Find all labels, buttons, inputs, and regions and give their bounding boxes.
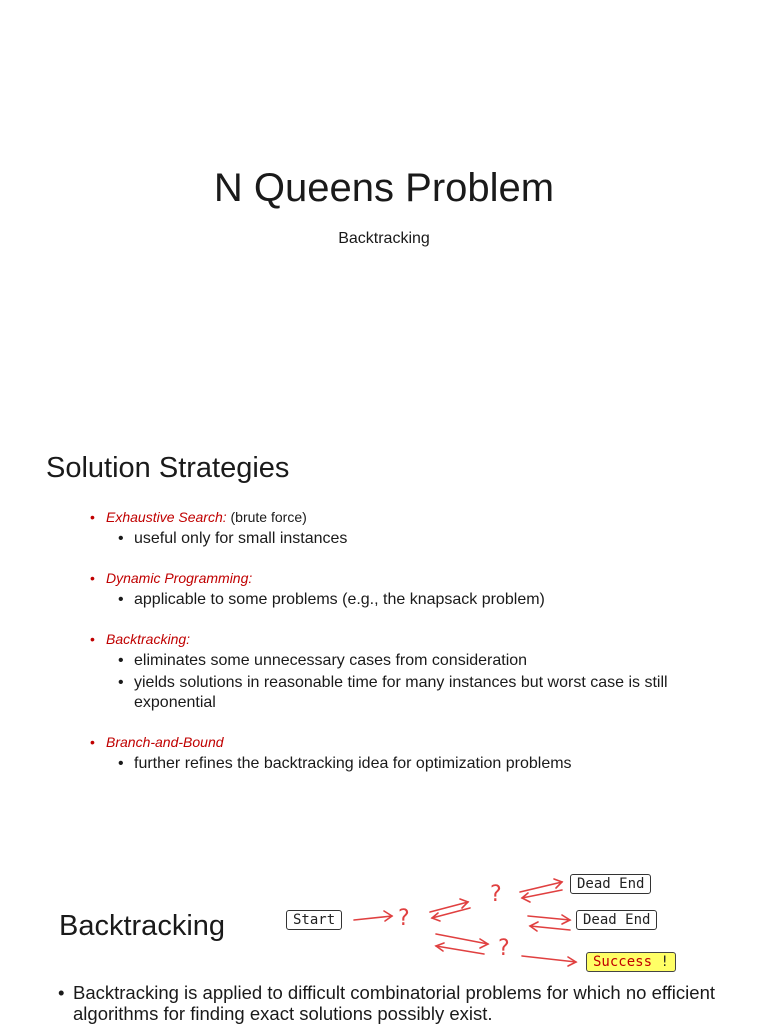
bullet-icon: • — [90, 509, 95, 525]
strategy-item — [90, 733, 750, 774]
strategy-detail: useful only for small instances — [134, 530, 348, 547]
strategy-detail: applicable to some problems (e.g., the knapsack problem) — [134, 591, 545, 608]
question-mark: ? — [490, 882, 502, 907]
strategy-name: Exhaustive Search: — [106, 509, 227, 525]
success-exclaim: ! — [660, 954, 669, 970]
dead-end-box: Dead End — [570, 874, 651, 894]
success-box — [586, 952, 676, 972]
slide-title-heading: N Queens Problem — [213, 166, 555, 210]
success-label: Success — [593, 954, 653, 970]
strategy-detail: eliminates some unnecessary cases from consideration — [134, 652, 528, 669]
strategies-heading: Solution Strategies — [46, 452, 290, 484]
question-mark: ? — [398, 906, 410, 931]
strategy-name: Backtracking: — [106, 631, 191, 647]
strategy-detail: yields solutions in reasonable time for many instances but worst case is still exponential — [134, 674, 668, 711]
dead-end-box: Dead End — [576, 910, 657, 930]
bullet-icon: • — [118, 652, 124, 669]
bullet-icon: • — [118, 530, 124, 547]
bullet-icon: • — [90, 570, 95, 586]
bullet-icon: • — [58, 982, 65, 1003]
slide-title — [0, 0, 768, 432]
bullet-icon: • — [118, 674, 124, 691]
strategy-note: (brute force) — [226, 509, 307, 525]
backtracking-bullet — [58, 982, 728, 1024]
question-mark: ? — [498, 936, 510, 961]
strategy-list — [90, 508, 750, 794]
backtracking-diagram — [270, 868, 710, 978]
strategy-item — [90, 508, 750, 549]
slide-backtracking — [0, 864, 768, 1024]
start-box: Start — [286, 910, 342, 930]
slide-subtitle: Backtracking — [338, 230, 430, 247]
slide-solution-strategies — [0, 432, 768, 864]
bullet-icon: • — [118, 591, 124, 608]
bullet-icon: • — [118, 755, 124, 772]
backtracking-heading: Backtracking — [59, 910, 226, 942]
strategy-item — [90, 630, 750, 713]
strategy-name: Branch-and-Bound — [106, 734, 224, 750]
bullet-icon: • — [90, 734, 95, 750]
strategy-item — [90, 569, 750, 610]
backtracking-bullet-text: Backtracking is applied to difficult combinatorial problems for which no efficient algorithms for finding exact solutions possibly exist. — [73, 982, 715, 1024]
strategy-name: Dynamic Programming: — [106, 570, 253, 586]
bullet-icon: • — [90, 631, 95, 647]
strategy-detail: further refines the backtracking idea for optimization problems — [134, 755, 572, 772]
